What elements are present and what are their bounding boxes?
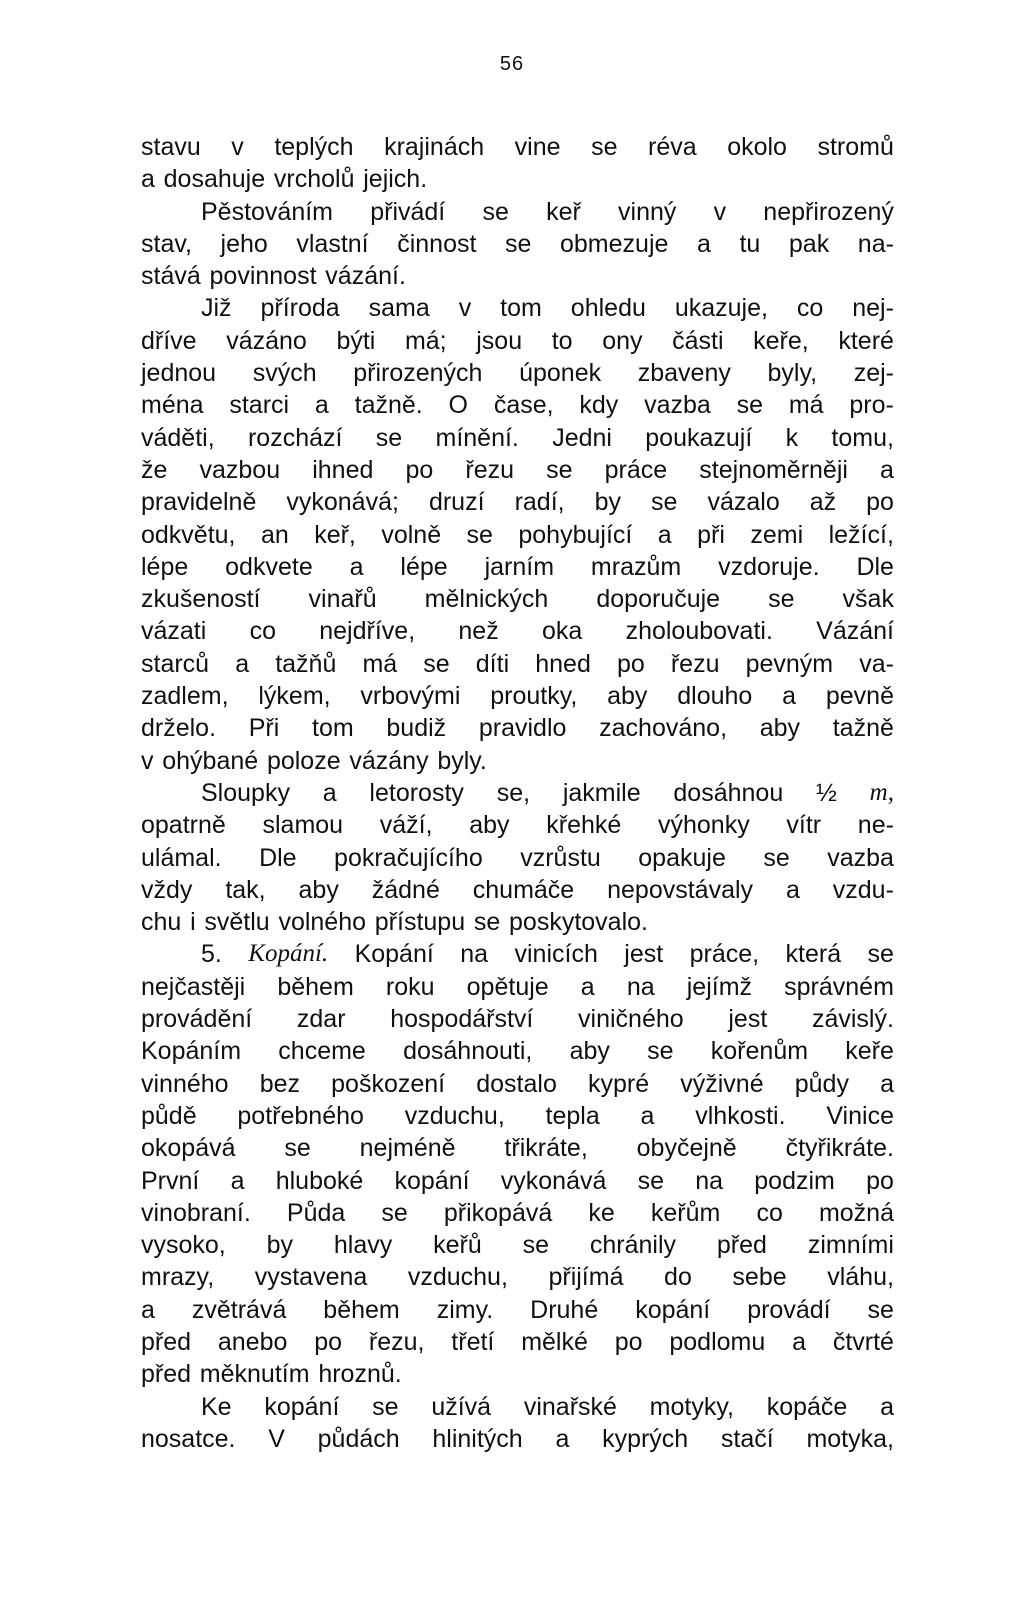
- text-line: a dosahuje vrcholů jejich.: [141, 165, 428, 194]
- text-line: dříve vázáno býti má; jsou to ony části keře, které: [141, 326, 894, 355]
- text-line: že vazbou ihned po řezu se práce stejnoměrněji a: [141, 455, 894, 484]
- text-line: 5. Kopání. Kopání na vinicích jest práce, která se: [201, 940, 894, 969]
- text-line: První a hluboké kopání vykonává se na podzim po: [141, 1166, 894, 1195]
- text-line: Kopáním chceme dosáhnouti, aby se kořenům keře: [141, 1037, 894, 1066]
- body-text: [141, 131, 894, 1455]
- text-line: v ohýbané poloze vázány byly.: [141, 746, 487, 775]
- text-line: stavu v teplých krajinách vine se réva okolo stromů: [141, 133, 894, 161]
- text-line: Sloupky a letorosty se, jakmile dosáhnou ½ m,: [201, 778, 894, 807]
- text-line: vinobraní. Půda se přikopává ke keřům co možná: [141, 1198, 894, 1227]
- text-line: Již příroda sama v tom ohledu ukazuje, co nej-: [201, 294, 894, 323]
- text-line: stav, jeho vlastní činnost se obmezuje a tu pak na-: [141, 229, 894, 258]
- text-line: opatrně slamou váží, aby křehké výhonky vítr ne-: [141, 811, 894, 840]
- text-line: vždy tak, aby žádné chumáče nepovstávaly a vzdu-: [141, 875, 894, 904]
- text-line: vysoko, by hlavy keřů se chránily před zimními: [141, 1231, 894, 1260]
- text-line: a zvětrává během zimy. Druhé kopání provádí se: [141, 1295, 894, 1324]
- text-line: nosatce. V půdách hlinitých a kyprých stačí motyka,: [141, 1424, 894, 1453]
- text-line: půdě potřebného vzduchu, tepla a vlhkosti. Vinice: [141, 1101, 894, 1130]
- text-line: odkvětu, an keř, volně se pohybující a při zemi ležící,: [141, 520, 894, 549]
- text-line: před měknutím hroznů.: [141, 1360, 402, 1389]
- text-line: jednou svých přirozených úponek zbaveny byly, zej-: [141, 359, 894, 388]
- text-line: provádění zdar hospodářství viničného jest závislý.: [141, 1005, 894, 1034]
- text-line: nejčastěji během roku opětuje a na jejímž správném: [141, 972, 894, 1001]
- text-line: zadlem, lýkem, vrbovými proutky, aby dlouho a pevně: [141, 682, 894, 711]
- text-line: před anebo po řezu, třetí mělké po podlomu a čtvrté: [141, 1327, 894, 1356]
- text-line: vázati co nejdříve, než oka zholoubovati. Vázání: [141, 617, 894, 646]
- page-number: 56: [499, 53, 525, 75]
- text-line: drželo. Při tom budiž pravidlo zachováno, aby tažně: [141, 714, 894, 743]
- text-line: okopává se nejméně třikráte, obyčejně čtyřikráte.: [141, 1134, 894, 1163]
- text-line: stává povinnost vázání.: [141, 262, 406, 291]
- text-line: vinného bez poškození dostalo kypré výživné půdy a: [141, 1069, 894, 1098]
- text-line: zkušeností vinařů mělnických doporučuje se však: [141, 585, 894, 614]
- text-line: Ke kopání se užívá vinařské motyky, kopáče a: [201, 1392, 894, 1421]
- text-line: ména starci a tažně. O čase, kdy vazba se má pro-: [141, 391, 894, 420]
- text-line: Pěstováním přivádí se keř vinný v nepřirozený: [201, 197, 894, 226]
- text-line: mrazy, vystavena vzduchu, přijímá do sebe vláhu,: [141, 1263, 894, 1292]
- text-line: starců a tažňů má se díti hned po řezu pevným va-: [141, 649, 894, 678]
- text-line: ulámal. Dle pokračujícího vzrůstu opakuje se vazba: [141, 843, 894, 872]
- text-line: lépe odkvete a lépe jarním mrazům vzdoruje. Dle: [141, 552, 894, 581]
- text-line: chu i světlu volného přístupu se poskytovalo.: [141, 908, 648, 937]
- text-line: pravidelně vykonává; druzí radí, by se vázalo až po: [141, 488, 894, 517]
- text-line: váděti, rozchází se mínění. Jedni poukazují k tomu,: [141, 423, 894, 452]
